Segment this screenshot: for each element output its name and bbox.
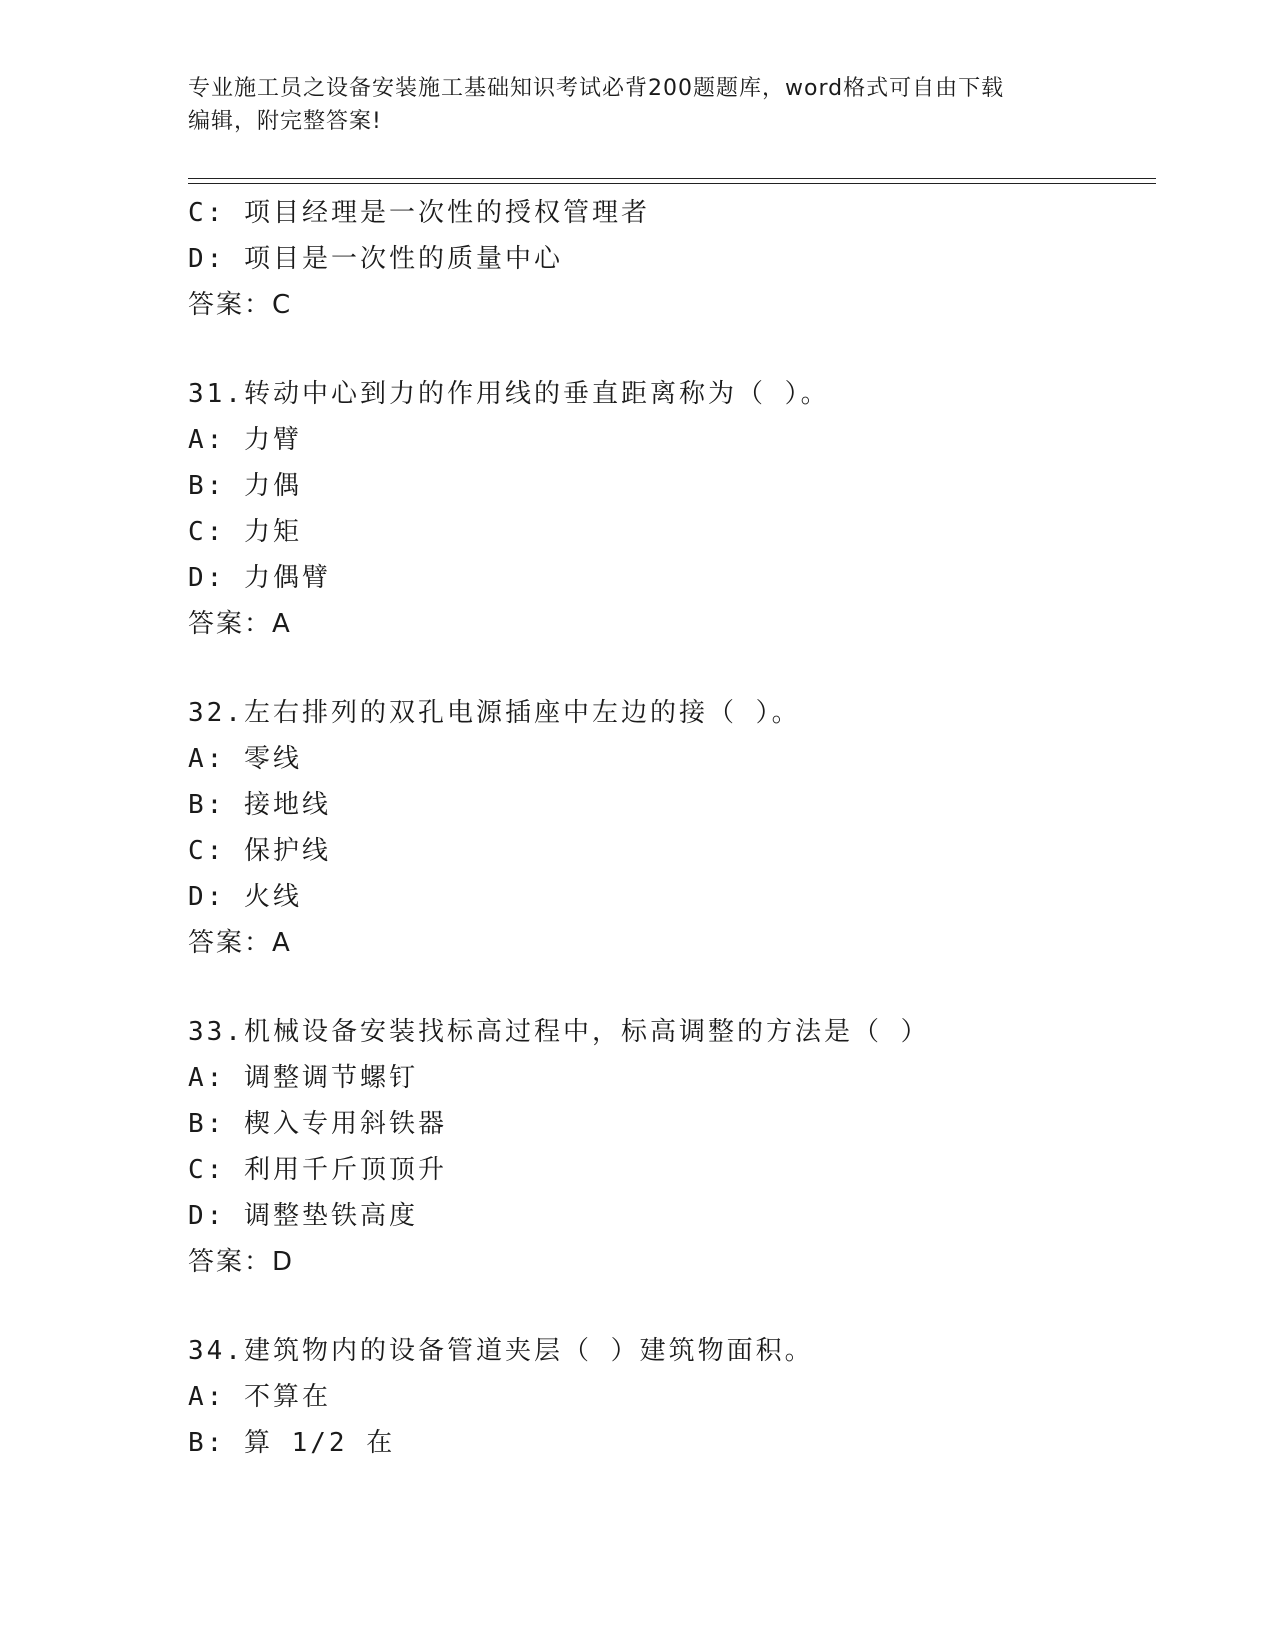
question-list [188, 190, 1148, 1466]
option-d: D: 项目是一次性的质量中心 [188, 244, 563, 274]
option-d: D: 调整垫铁高度 [188, 1201, 418, 1231]
spacer [188, 1285, 1148, 1328]
option-a: A: 力臂 [188, 425, 302, 455]
header-divider-top [188, 178, 1156, 179]
header-line-1: 专业施工员之设备安装施工基础知识考试必背200题题库，word格式可自由下载 [188, 76, 1005, 101]
question-31 [188, 371, 1148, 647]
option-a: A: 不算在 [188, 1382, 331, 1412]
option-c: C: 项目经理是一次性的授权管理者 [188, 198, 650, 228]
question-stem: 33.机械设备安装找标高过程中，标高调整的方法是（ ） [188, 1017, 930, 1047]
option-c: C: 保护线 [188, 836, 331, 866]
option-d: D: 力偶臂 [188, 563, 331, 593]
option-a: A: 零线 [188, 744, 302, 774]
header-line-2: 编辑，附完整答案! [188, 109, 382, 134]
answer-line: 答案：A [188, 609, 292, 639]
question-32 [188, 690, 1148, 966]
option-b: B: 接地线 [188, 790, 331, 820]
option-a: A: 调整调节螺钉 [188, 1063, 418, 1093]
option-b: B: 力偶 [188, 471, 302, 501]
answer-line: 答案：D [188, 1247, 295, 1277]
option-c: C: 利用千斤顶顶升 [188, 1155, 447, 1185]
answer-line: 答案：A [188, 928, 292, 958]
document-header [188, 72, 1088, 138]
question-stem: 34.建筑物内的设备管道夹层（ ）建筑物面积。 [188, 1336, 814, 1366]
question-33 [188, 1009, 1148, 1285]
answer-line: 答案：C [188, 290, 293, 320]
option-c: C: 力矩 [188, 517, 302, 547]
option-d: D: 火线 [188, 882, 302, 912]
question-stem: 32.左右排列的双孔电源插座中左边的接（ ）。 [188, 698, 801, 728]
option-b: B: 楔入专用斜铁器 [188, 1109, 447, 1139]
question-34 [188, 1328, 1148, 1466]
spacer [188, 647, 1148, 690]
header-divider-bottom [188, 183, 1156, 184]
carryover-block [188, 190, 1148, 328]
option-b: B: 算 1/2 在 [188, 1428, 396, 1458]
spacer [188, 966, 1148, 1009]
spacer [188, 328, 1148, 371]
question-stem: 31.转动中心到力的作用线的垂直距离称为（ ）。 [188, 379, 830, 409]
